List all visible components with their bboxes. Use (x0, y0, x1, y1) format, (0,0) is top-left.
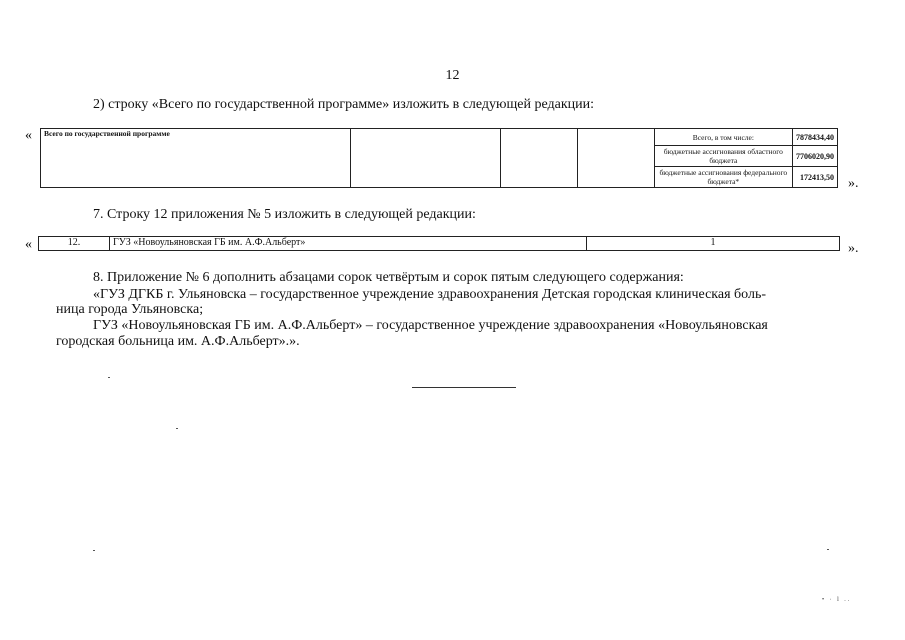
table1-close-quote: ». (848, 176, 859, 191)
institution-value-cell: 1 (587, 237, 840, 251)
table2-open-quote: « (25, 237, 32, 252)
scan-speck (176, 428, 178, 429)
empty-cell (501, 129, 577, 188)
row-name-cell: Всего, в том числе: (654, 129, 792, 146)
row-number-cell: 12. (39, 237, 110, 251)
empty-cell (350, 129, 501, 188)
program-total-table (40, 128, 838, 188)
scan-speck (108, 377, 110, 378)
footer-mark: • · l .. (822, 597, 852, 603)
separator-line (412, 387, 516, 388)
row-value-cell: 7878434,40 (793, 129, 838, 146)
row-value-cell: 172413,50 (793, 167, 838, 188)
program-total-label-cell (41, 129, 351, 188)
institution-name-cell: ГУЗ «Новоульяновская ГБ им. А.Ф.Альберт» (110, 237, 587, 251)
empty-cell (577, 129, 654, 188)
paragraph-8-line5: городская больница им. А.Ф.Альберт».». (56, 334, 300, 349)
appendix5-row-table (38, 236, 840, 251)
scan-speck (93, 550, 95, 551)
intro-paragraph: 2) строку «Всего по государственной программе» изложить в следующей редакции: (93, 97, 595, 112)
page-number: 12 (445, 68, 460, 83)
row-name-cell: бюджетные ассигнования федерального бюджета* (654, 167, 792, 188)
table2-close-quote: ». (848, 241, 859, 256)
program-total-label: Всего по государственной программе (44, 129, 170, 138)
row-value-cell: 7706020,90 (793, 146, 838, 167)
paragraph-8-line2: «ГУЗ ДГКБ г. Ульяновска – государственное учреждение здравоохранения Детская городская клиническая боль- (93, 287, 767, 302)
scan-speck (827, 549, 829, 550)
paragraph-8-line3: ница города Ульяновска; (56, 302, 204, 317)
table1-open-quote: « (25, 128, 32, 143)
row-name-cell: бюджетные ассигнования областного бюджета (654, 146, 792, 167)
paragraph-8-line1: 8. Приложение № 6 дополнить абзацами сорок четвёртым и сорок пятым следующего содержания: (93, 270, 684, 285)
paragraph-7: 7. Строку 12 приложения № 5 изложить в следующей редакции: (93, 207, 476, 222)
paragraph-8-line4: ГУЗ «Новоульяновская ГБ им. А.Ф.Альберт» – государственное учреждение здравоохранения «Новоульяновская (93, 318, 768, 333)
